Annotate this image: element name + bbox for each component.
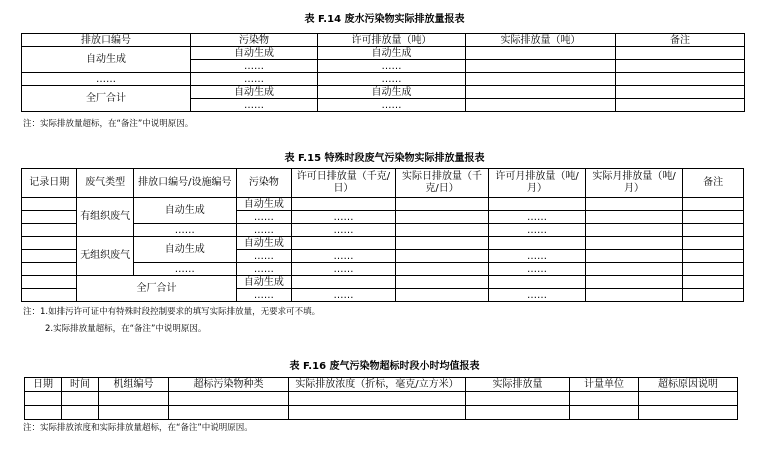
- remark-cell[interactable]: [683, 289, 744, 302]
- header-outlet-facility-no: 排放口编号/设施编号: [133, 169, 236, 198]
- permitted-monthly-cell[interactable]: [489, 198, 586, 211]
- table-f15: [21, 168, 744, 302]
- permitted-monthly-cell[interactable]: [489, 276, 586, 289]
- actual-monthly-cell[interactable]: [585, 263, 683, 276]
- table-f16-note: 注：实际排放浓度和实际排放量超标，在“备注”中说明原因。: [23, 423, 253, 433]
- pollutant-cell: 自动生成: [191, 86, 318, 99]
- permitted-daily-cell: ……: [292, 263, 396, 276]
- pollutant-cell: 自动生成: [236, 198, 291, 211]
- permitted-daily-cell: ……: [292, 250, 396, 263]
- permitted-daily-cell[interactable]: [292, 276, 396, 289]
- remark-cell[interactable]: [616, 99, 745, 112]
- header-time: 时间: [62, 378, 99, 392]
- actual-daily-cell[interactable]: [395, 237, 488, 250]
- outlet-cell: ……: [22, 73, 191, 86]
- header-outlet-no: 排放口编号: [22, 34, 191, 47]
- date-cell[interactable]: [22, 263, 77, 276]
- actual-monthly-cell[interactable]: [585, 276, 683, 289]
- actual-cell[interactable]: [466, 60, 616, 73]
- pollutant-cell: 自动生成: [236, 276, 291, 289]
- header-actual-discharge: 实际排放量: [466, 378, 570, 392]
- remark-cell[interactable]: [683, 250, 744, 263]
- plant-total-label: 全厂合计: [22, 86, 191, 112]
- permitted-daily-cell[interactable]: [292, 198, 396, 211]
- discharge-cell[interactable]: [466, 392, 570, 406]
- permitted-daily-cell[interactable]: [292, 237, 396, 250]
- actual-monthly-cell[interactable]: [585, 224, 683, 237]
- time-cell[interactable]: [62, 392, 99, 406]
- actual-daily-cell[interactable]: [395, 276, 488, 289]
- outlet-cell: 自动生成: [133, 198, 236, 224]
- pollutant-cell: ……: [236, 263, 291, 276]
- actual-monthly-cell[interactable]: [585, 198, 683, 211]
- pollutant-cell[interactable]: [169, 406, 289, 420]
- date-cell[interactable]: [22, 276, 77, 289]
- table-f15-note-2: 2.实际排放量超标，在“备注”中说明原因。: [45, 324, 207, 334]
- unit-cell[interactable]: [570, 406, 639, 420]
- table-f15-caption: 表 F.15 特殊时段废气污染物实际排放量报表: [284, 153, 485, 164]
- header-unit-of-measure: 计量单位: [570, 378, 639, 392]
- gas-type-unorganized: 无组织废气: [77, 237, 133, 276]
- permitted-monthly-cell: ……: [489, 289, 586, 302]
- header-pollutant: 污染物: [191, 34, 318, 47]
- date-cell[interactable]: [22, 224, 77, 237]
- pollutant-cell: ……: [191, 60, 318, 73]
- pollutant-cell: ……: [191, 73, 318, 86]
- header-exceed-reason: 超标原因说明: [639, 378, 738, 392]
- concentration-cell[interactable]: [289, 406, 466, 420]
- header-remark: 备注: [616, 34, 745, 47]
- actual-cell[interactable]: [466, 86, 616, 99]
- table-f14-note: 注：实际排放量超标，在“备注”中说明原因。: [23, 119, 194, 129]
- actual-monthly-cell[interactable]: [585, 250, 683, 263]
- unit-cell[interactable]: [570, 392, 639, 406]
- remark-cell[interactable]: [616, 86, 745, 99]
- remark-cell[interactable]: [683, 237, 744, 250]
- header-actual-discharge: 实际排放量（吨）: [466, 34, 616, 47]
- unit-no-cell[interactable]: [99, 406, 169, 420]
- pollutant-cell: ……: [236, 250, 291, 263]
- pollutant-cell: ……: [191, 99, 318, 112]
- header-unit-no: 机组编号: [99, 378, 169, 392]
- permitted-cell: ……: [318, 73, 466, 86]
- permitted-daily-cell: ……: [292, 289, 396, 302]
- header-record-date: 记录日期: [22, 169, 77, 198]
- concentration-cell[interactable]: [289, 392, 466, 406]
- pollutant-cell: ……: [236, 289, 291, 302]
- actual-daily-cell[interactable]: [395, 224, 488, 237]
- reason-cell[interactable]: [639, 406, 738, 420]
- date-cell[interactable]: [22, 198, 77, 211]
- remark-cell[interactable]: [616, 73, 745, 86]
- header-permitted-monthly: 许可月排放量（吨/月）: [489, 169, 586, 198]
- permitted-daily-cell: ……: [292, 211, 396, 224]
- header-actual-daily: 实际日排放量（千克/日）: [395, 169, 488, 198]
- header-permitted-discharge: 许可排放量（吨）: [318, 34, 466, 47]
- actual-monthly-cell[interactable]: [585, 237, 683, 250]
- permitted-daily-cell: ……: [292, 224, 396, 237]
- outlet-cell: ……: [133, 224, 236, 237]
- table-f14: [21, 33, 745, 112]
- actual-monthly-cell[interactable]: [585, 211, 683, 224]
- outlet-cell: ……: [133, 263, 236, 276]
- header-gas-type: 废气类型: [77, 169, 133, 198]
- outlet-cell: 自动生成: [22, 47, 191, 73]
- permitted-cell: ……: [318, 99, 466, 112]
- actual-daily-cell[interactable]: [395, 289, 488, 302]
- actual-cell[interactable]: [466, 73, 616, 86]
- remark-cell[interactable]: [683, 198, 744, 211]
- header-exceeded-pollutant: 超标污染物种类: [169, 378, 289, 392]
- gas-type-organized: 有组织废气: [77, 198, 133, 237]
- header-actual-monthly: 实际月排放量（吨/月）: [585, 169, 683, 198]
- permitted-cell: 自动生成: [318, 47, 466, 60]
- header-pollutant: 污染物: [236, 169, 291, 198]
- table-f16-caption: 表 F.16 废气污染物超标时段小时均值报表: [289, 361, 480, 372]
- reason-cell[interactable]: [639, 392, 738, 406]
- permitted-monthly-cell: ……: [489, 250, 586, 263]
- permitted-monthly-cell: ……: [489, 224, 586, 237]
- header-date: 日期: [25, 378, 62, 392]
- remark-cell[interactable]: [683, 276, 744, 289]
- actual-daily-cell[interactable]: [395, 250, 488, 263]
- remark-cell[interactable]: [683, 224, 744, 237]
- time-cell[interactable]: [62, 406, 99, 420]
- pollutant-cell: ……: [236, 211, 291, 224]
- actual-monthly-cell[interactable]: [585, 289, 683, 302]
- date-cell[interactable]: [22, 250, 77, 263]
- pollutant-cell[interactable]: [169, 392, 289, 406]
- permitted-cell: ……: [318, 60, 466, 73]
- remark-cell[interactable]: [683, 211, 744, 224]
- plant-total-label: 全厂合计: [77, 276, 236, 302]
- remark-cell[interactable]: [616, 47, 745, 60]
- actual-daily-cell[interactable]: [395, 263, 488, 276]
- date-cell[interactable]: [25, 392, 62, 406]
- permitted-cell: 自动生成: [318, 86, 466, 99]
- outlet-cell: 自动生成: [133, 237, 236, 263]
- remark-cell[interactable]: [683, 263, 744, 276]
- table-f15-note-1: 注：1.如排污许可证中有特殊时段控制要求的填写实际排放量，无要求可不填。: [23, 307, 321, 317]
- date-cell[interactable]: [22, 211, 77, 224]
- date-cell[interactable]: [22, 289, 77, 302]
- date-cell[interactable]: [22, 237, 77, 250]
- pollutant-cell: ……: [236, 224, 291, 237]
- header-actual-concentration: 实际排放浓度（折标，毫克/立方米）: [289, 378, 466, 392]
- table-f14-caption: 表 F.14 废水污染物实际排放量报表: [304, 14, 465, 25]
- unit-no-cell[interactable]: [99, 392, 169, 406]
- discharge-cell[interactable]: [466, 406, 570, 420]
- permitted-monthly-cell[interactable]: [489, 237, 586, 250]
- actual-cell[interactable]: [466, 47, 616, 60]
- header-remark: 备注: [683, 169, 744, 198]
- actual-daily-cell[interactable]: [395, 211, 488, 224]
- permitted-monthly-cell: ……: [489, 263, 586, 276]
- remark-cell[interactable]: [616, 60, 745, 73]
- actual-daily-cell[interactable]: [395, 198, 488, 211]
- date-cell[interactable]: [25, 406, 62, 420]
- actual-cell[interactable]: [466, 99, 616, 112]
- permitted-monthly-cell: ……: [489, 211, 586, 224]
- pollutant-cell: 自动生成: [236, 237, 291, 250]
- pollutant-cell: 自动生成: [191, 47, 318, 60]
- table-f16: [24, 377, 738, 420]
- header-permitted-daily: 许可日排放量（千克/日）: [292, 169, 396, 198]
